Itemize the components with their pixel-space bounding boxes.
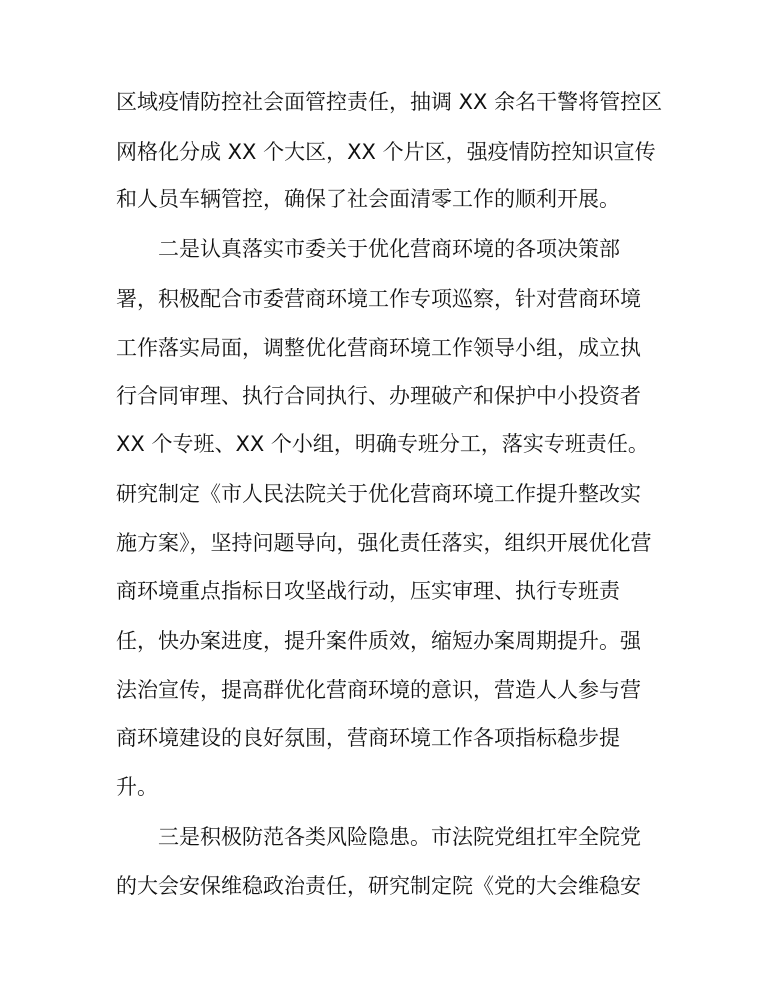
text-line: 的大会安保维稳政治责任，研究制定院《党的大会维稳安 [116, 874, 641, 898]
text-line: 行合同审理、执行合同执行、办理破产和保护中小投资者 [116, 384, 641, 408]
text-line: 区域疫情防控社会面管控责任，抽调 XX 余名干警将管控区 [116, 90, 663, 114]
paragraph-start-line: 三是积极防范各类风险隐患。市法院党组扛牢全院党 [158, 825, 641, 849]
text-line: 和人员车辆管控，确保了社会面清零工作的顺利开展。 [116, 187, 620, 211]
text-line: 升。 [116, 775, 158, 799]
text-line: 任，快办案进度，提升案件质效，缩短办案周期提升。强 [116, 629, 641, 653]
text-line: 法治宣传，提高群优化营商环境的意识，营造人人参与营 [116, 678, 641, 702]
text-line: 施方案》，坚持问题导向，强化责任落实，组织开展优化营 [116, 531, 652, 555]
text-line: 网格化分成 XX 个大区，XX 个片区，强疫情防控知识宣传 [116, 140, 656, 164]
paragraph-start-line: 二是认真落实市委关于优化营商环境的各项决策部 [158, 237, 620, 261]
text-line: 研究制定《市人民法院关于优化营商环境工作提升整改实 [116, 482, 641, 506]
text-line: 署，积极配合市委营商环境工作专项巡察，针对营商环境 [116, 287, 641, 311]
text-line: 工作落实局面，调整优化营商环境工作领导小组，成立执 [116, 336, 641, 360]
text-line: 商环境重点指标日攻坚战行动，压实审理、执行专班责 [116, 579, 620, 603]
text-line: 商环境建设的良好氛围，营商环境工作各项指标稳步提 [116, 726, 620, 750]
text-line: XX 个专班、XX 个小组，明确专班分工，落实专班责任。 [116, 432, 649, 456]
